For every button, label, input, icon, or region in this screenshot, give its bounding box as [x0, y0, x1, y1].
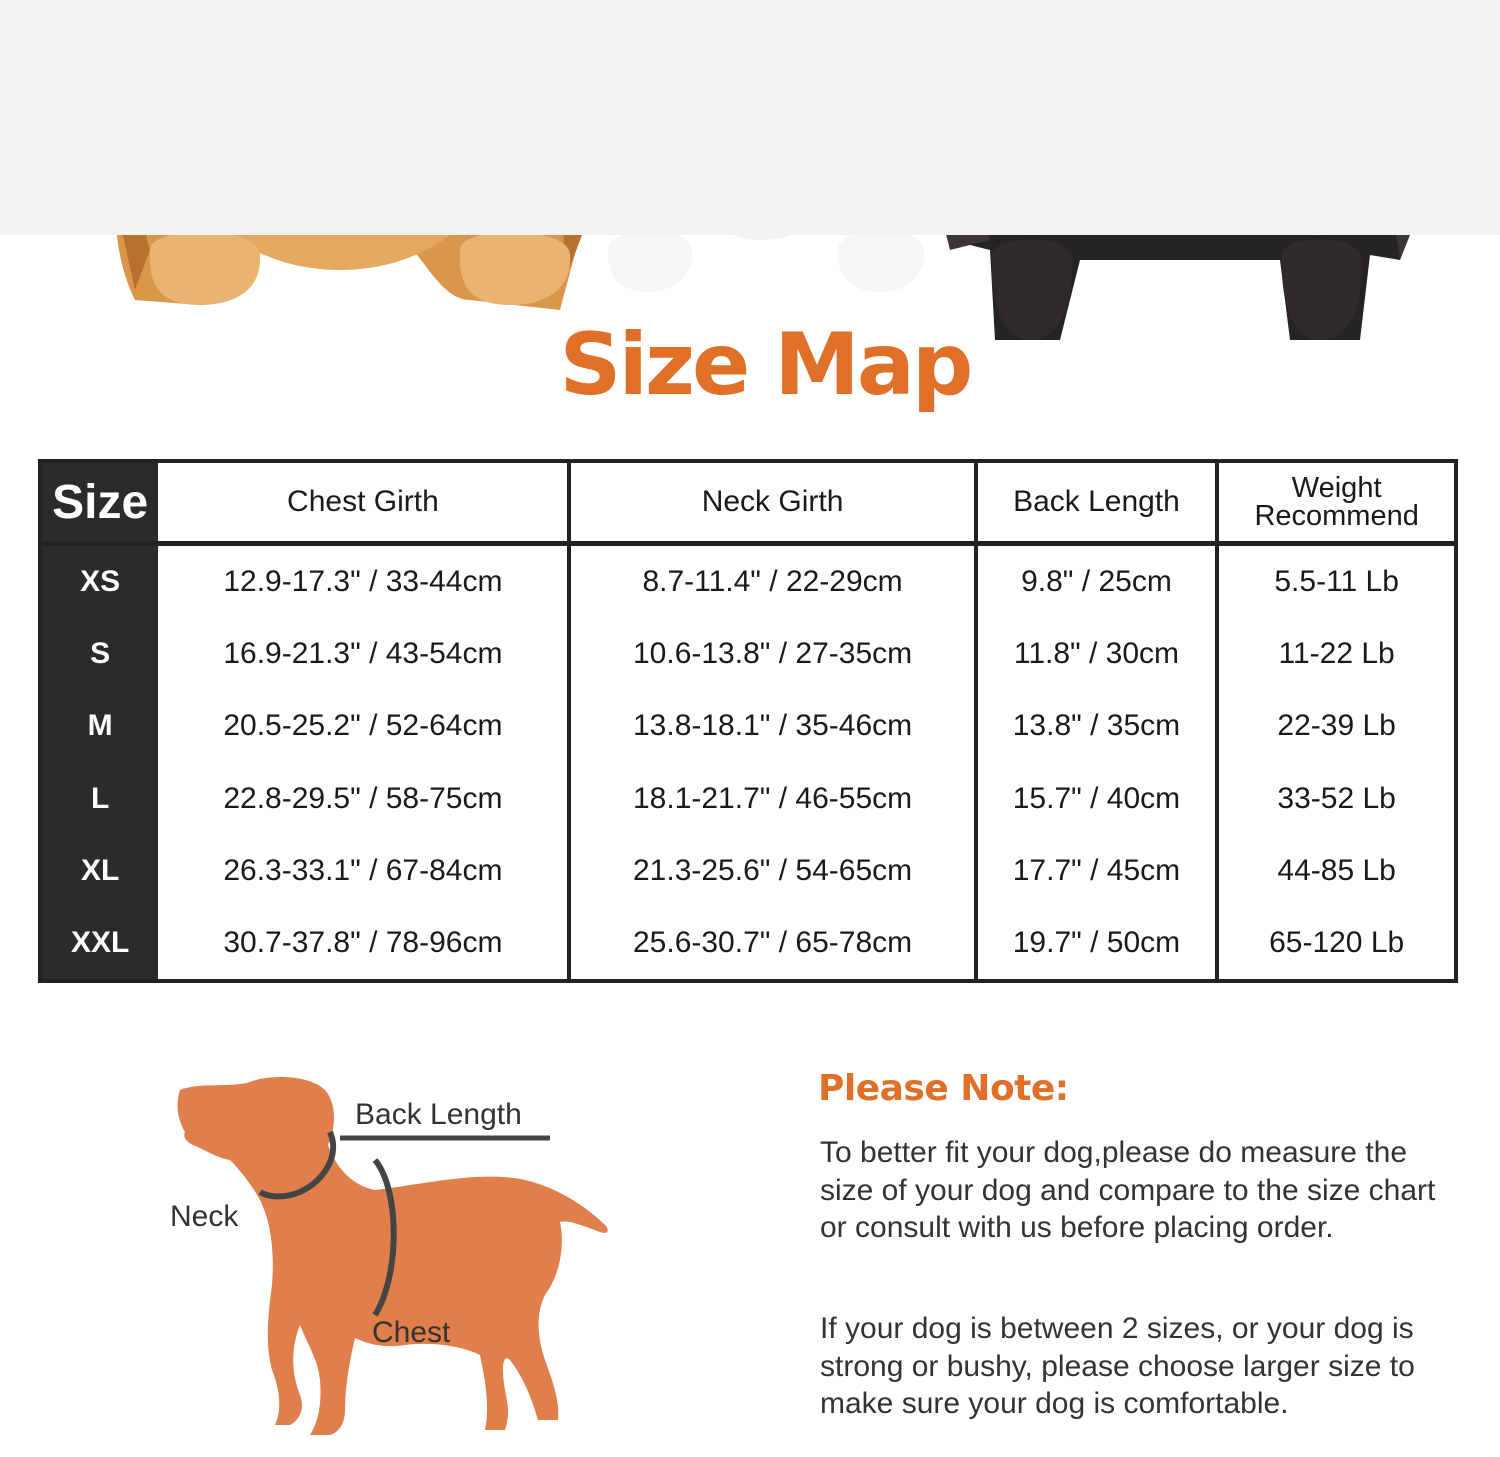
neck-cell: 21.3-25.6" / 54-65cm [569, 835, 975, 907]
neck-label: Neck [170, 1200, 239, 1233]
header-weight-recommend: Weight Recommend [1217, 461, 1456, 544]
back-cell: 9.8" / 25cm [976, 544, 1218, 619]
back-length-label: Back Length [355, 1098, 522, 1131]
table-row [40, 835, 1456, 907]
note-title: Please Note: [818, 1068, 1069, 1109]
chest-cell: 12.9-17.3" / 33-44cm [223, 565, 503, 599]
table-row [40, 762, 1456, 834]
table-row [40, 907, 1456, 981]
weight-cell: 44-85 Lb [1217, 835, 1456, 907]
neck-cell: 13.8-18.1" / 35-46cm [569, 690, 975, 762]
neck-cell: 10.6-13.8" / 27-35cm [569, 618, 975, 690]
chest-cell: 26.3-33.1" / 67-84cm [223, 853, 503, 887]
table-header-row [40, 461, 1456, 544]
header-chest-girth: Chest Girth [158, 461, 569, 544]
hero-background [0, 0, 1500, 235]
size-cell: L [40, 762, 158, 834]
neck-cell: 18.1-21.7" / 46-55cm [569, 762, 975, 834]
header-neck-girth: Neck Girth [569, 461, 975, 544]
header-size: Size [40, 461, 158, 544]
weight-cell: 65-120 Lb [1217, 907, 1456, 981]
table-row [40, 618, 1456, 690]
size-cell: XL [40, 835, 158, 907]
size-cell: XXL [40, 907, 158, 981]
table-row [40, 690, 1456, 762]
weight-cell: 33-52 Lb [1217, 762, 1456, 834]
page-title: Size Map [559, 315, 971, 415]
back-cell: 19.7" / 50cm [976, 907, 1218, 981]
back-cell: 13.8" / 35cm [976, 690, 1218, 762]
chest-label: Chest [372, 1316, 451, 1349]
hero-dogs-illustration [0, 0, 1500, 360]
back-cell: 15.7" / 40cm [976, 762, 1218, 834]
weight-cell: 5.5-11 Lb [1217, 544, 1456, 619]
size-cell: S [40, 618, 158, 690]
size-cell: M [40, 690, 158, 762]
chest-cell: 30.7-37.8" / 78-96cm [223, 925, 503, 959]
chest-cell: 20.5-25.2" / 52-64cm [223, 709, 503, 743]
header-back-length: Back Length [976, 461, 1218, 544]
note-paragraph-1: To better fit your dog,please do measure the size of your dog and compare to the size chart or consult with us before placing order. [820, 1136, 1436, 1244]
size-chart-table [38, 459, 1458, 983]
measurement-diagram [160, 1060, 630, 1450]
weight-cell: 11-22 Lb [1217, 618, 1456, 690]
back-cell: 11.8" / 30cm [976, 618, 1218, 690]
neck-cell: 8.7-11.4" / 22-29cm [569, 544, 975, 619]
size-cell: XS [40, 544, 158, 619]
weight-cell: 22-39 Lb [1217, 690, 1456, 762]
chest-cell: 16.9-21.3" / 43-54cm [223, 637, 503, 671]
table-row [40, 544, 1456, 619]
chest-cell: 22.8-29.5" / 58-75cm [223, 781, 503, 815]
neck-cell: 25.6-30.7" / 65-78cm [569, 907, 975, 981]
back-cell: 17.7" / 45cm [976, 835, 1218, 907]
note-paragraph-2: If your dog is between 2 sizes, or your dog is strong or bushy, please choose larger size to make sure your dog is comfortable. [820, 1312, 1415, 1420]
